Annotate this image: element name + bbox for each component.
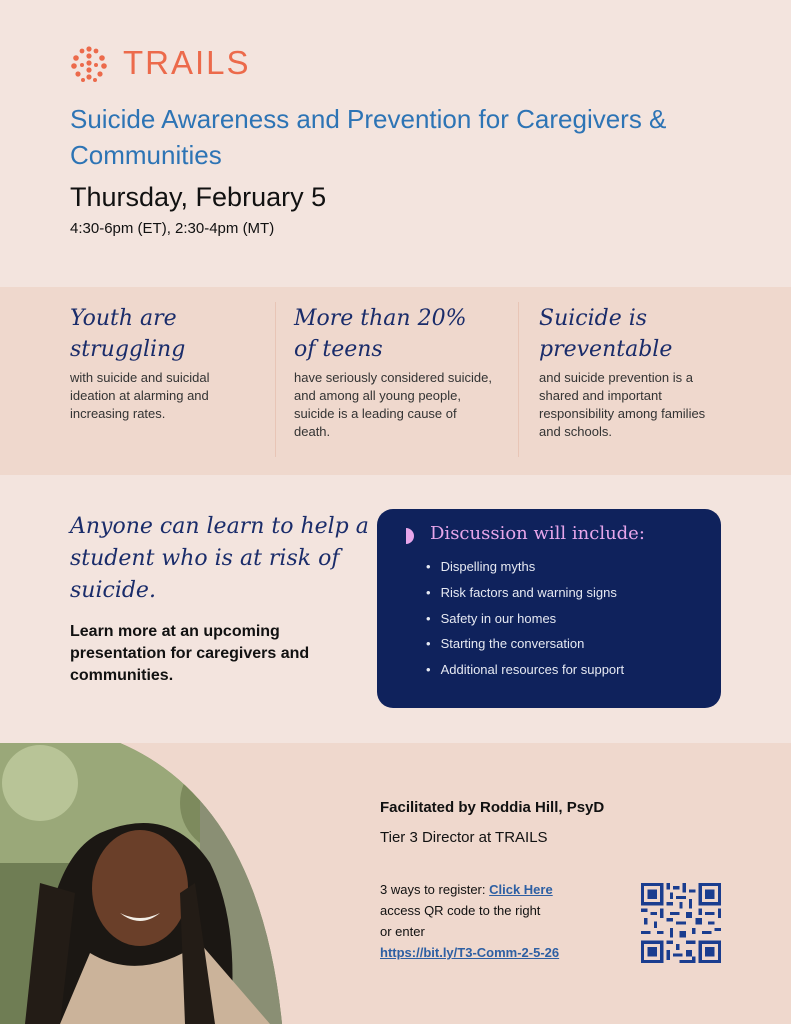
register-url-link[interactable]: https://bit.ly/T3-Comm-2-5-26 xyxy=(380,945,560,960)
brand-name: TRAILS xyxy=(123,44,251,81)
stat-teens xyxy=(294,303,494,441)
discussion-title: Discussion will include: xyxy=(430,523,645,544)
facilitator-role: Tier 3 Director at TRAILS xyxy=(380,829,548,846)
event-time: 4:30-6pm (ET), 2:30-4pm (MT) xyxy=(70,220,275,237)
stat-title: Suicide is preventable xyxy=(539,306,673,362)
stat-youth xyxy=(70,303,270,423)
facilitator-name: Facilitated by Roddia Hill, PsyD xyxy=(380,799,605,816)
stat-body: and suicide prevention is a shared and important responsibility among families and schools. xyxy=(539,370,706,439)
divider xyxy=(518,302,519,457)
registration-info xyxy=(380,879,610,963)
list-item: • Safety in our homes xyxy=(426,609,624,635)
register-prefix: 3 ways to register: xyxy=(380,882,490,897)
list-item: • Additional resources for support xyxy=(426,660,624,686)
stat-title: More than 20% of teens xyxy=(294,306,467,362)
half-moon-icon xyxy=(404,527,417,545)
stat-body: with suicide and suicidal ideation at alarming and increasing rates. xyxy=(70,370,210,421)
list-item: • Dispelling myths xyxy=(426,557,624,583)
click-here-link[interactable]: Click Here xyxy=(489,882,553,897)
list-item: • Risk factors and warning signs xyxy=(426,583,624,609)
stat-preventable xyxy=(539,303,739,441)
qr-instruction: access QR code to the right xyxy=(380,903,541,918)
brain-dots-icon xyxy=(69,44,109,84)
list-item: • Starting the conversation xyxy=(426,634,624,660)
event-title: Suicide Awareness and Prevention for Caregivers & Communities xyxy=(70,104,667,170)
stat-body: have seriously considered suicide, and among all young people, suicide is a leading cause of death. xyxy=(294,370,492,439)
divider xyxy=(275,302,276,457)
facilitator-photo xyxy=(0,743,290,1024)
learn-more-text: Learn more at an upcoming presentation for caregivers and communities. xyxy=(70,623,310,684)
discussion-list xyxy=(426,557,624,686)
tagline: Anyone can learn to help a student who is at risk of suicide. xyxy=(70,514,369,603)
event-date: Thursday, February 5 xyxy=(70,182,327,212)
qr-code-icon[interactable] xyxy=(641,883,721,963)
stat-title: Youth are struggling xyxy=(70,306,186,362)
or-enter-text: or enter xyxy=(380,924,425,939)
